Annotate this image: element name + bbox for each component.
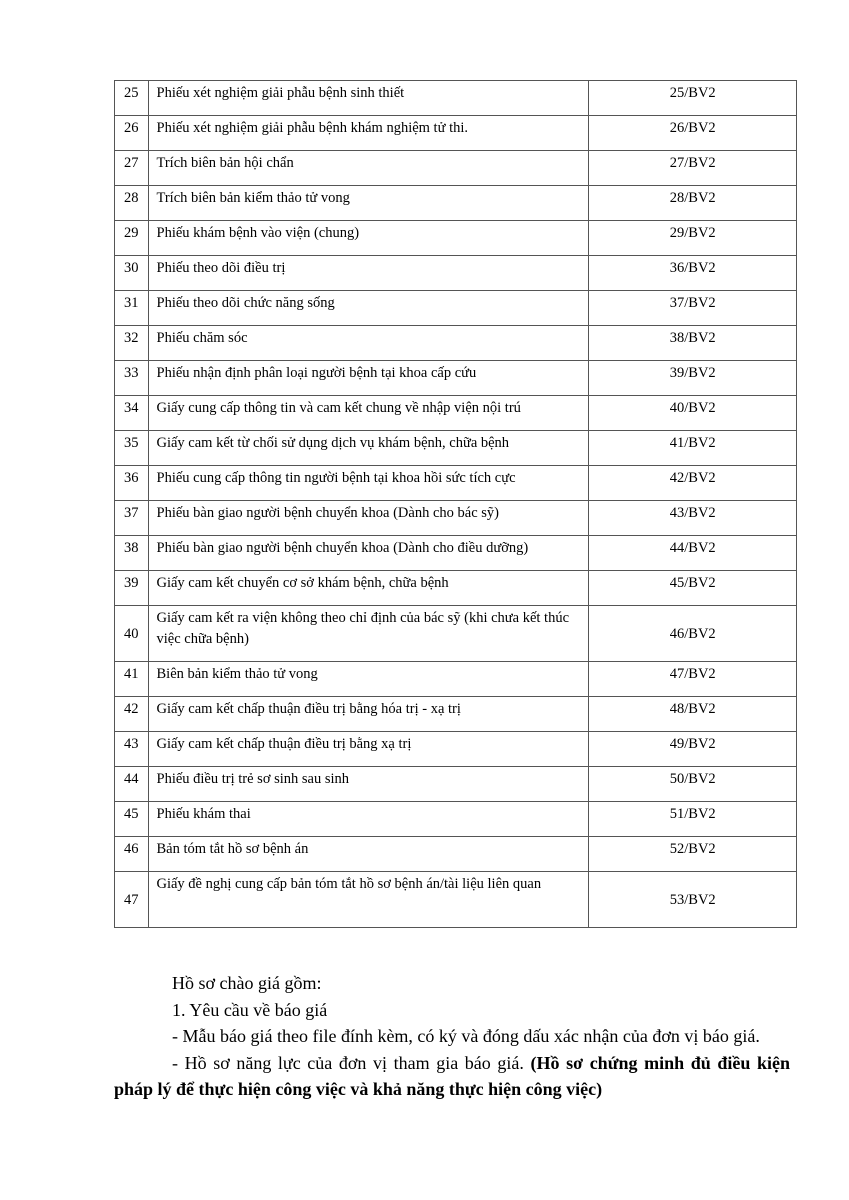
row-number: 46 xyxy=(115,837,149,872)
row-number: 28 xyxy=(115,186,149,221)
row-document-name: Phiếu khám bệnh vào viện (chung) xyxy=(148,221,589,256)
row-number: 41 xyxy=(115,662,149,697)
bullet-capability-bold-note: (Hồ sơ chứng minh đủ điều kiện pháp lý để thực hiện công việc và khả năng thực hiện công việc) xyxy=(114,1052,791,1099)
row-number: 33 xyxy=(115,361,149,396)
row-document-name: Bản tóm tắt hồ sơ bệnh án xyxy=(148,837,589,872)
table-row xyxy=(115,662,797,697)
row-document-name: Phiếu theo dõi điều trị xyxy=(148,256,589,291)
section-heading: Hồ sơ chào giá gồm: xyxy=(172,973,322,993)
row-document-name: Biên bản kiểm thảo tử vong xyxy=(148,662,589,697)
row-form-code: 51/BV2 xyxy=(589,802,797,837)
row-document-name: Phiếu cung cấp thông tin người bệnh tại khoa hồi sức tích cực xyxy=(148,466,589,501)
table-row xyxy=(115,396,797,431)
requirement-item-1: 1. Yêu cầu về báo giá xyxy=(172,999,328,1020)
row-number: 29 xyxy=(115,221,149,256)
row-form-code: 50/BV2 xyxy=(589,767,797,802)
row-number: 31 xyxy=(115,291,149,326)
row-number: 25 xyxy=(115,81,149,116)
row-number: 39 xyxy=(115,571,149,606)
table-row xyxy=(115,326,797,361)
table-body xyxy=(115,81,797,928)
row-document-name: Giấy cam kết chuyển cơ sở khám bệnh, chữa bệnh xyxy=(148,571,589,606)
bullet-capability-text: - Hồ sơ năng lực của đơn vị tham gia báo giá. xyxy=(172,1052,524,1073)
table-row xyxy=(115,291,797,326)
row-form-code: 41/BV2 xyxy=(589,431,797,466)
row-number: 34 xyxy=(115,396,149,431)
row-document-name: Trích biên bản kiểm thảo tử vong xyxy=(148,186,589,221)
table-row xyxy=(115,872,797,928)
row-form-code: 45/BV2 xyxy=(589,571,797,606)
row-form-code: 36/BV2 xyxy=(589,256,797,291)
row-number: 30 xyxy=(115,256,149,291)
row-document-name: Giấy cam kết chấp thuận điều trị bằng xạ trị xyxy=(148,732,589,767)
row-form-code: 52/BV2 xyxy=(589,837,797,872)
row-document-name: Trích biên bản hội chẩn xyxy=(148,151,589,186)
row-form-code: 49/BV2 xyxy=(589,732,797,767)
row-document-name: Phiếu điều trị trẻ sơ sinh sau sinh xyxy=(148,767,589,802)
row-number: 32 xyxy=(115,326,149,361)
table-row xyxy=(115,697,797,732)
table-row xyxy=(115,571,797,606)
row-number: 35 xyxy=(115,431,149,466)
row-document-name: Phiếu theo dõi chức năng sống xyxy=(148,291,589,326)
row-document-name: Phiếu bàn giao người bệnh chuyển khoa (Dành cho điều dưỡng) xyxy=(148,536,589,571)
row-document-name: Giấy đề nghị cung cấp bản tóm tắt hồ sơ bệnh án/tài liệu liên quan xyxy=(148,872,589,928)
table-row xyxy=(115,151,797,186)
row-form-code: 39/BV2 xyxy=(589,361,797,396)
row-form-code: 43/BV2 xyxy=(589,501,797,536)
row-number: 42 xyxy=(115,697,149,732)
row-document-name: Phiếu khám thai xyxy=(148,802,589,837)
row-number: 38 xyxy=(115,536,149,571)
table-row xyxy=(115,501,797,536)
row-document-name: Phiếu nhận định phân loại người bệnh tại khoa cấp cứu xyxy=(148,361,589,396)
document-list-table xyxy=(114,80,797,928)
row-document-name: Giấy cung cấp thông tin và cam kết chung về nhập viện nội trú xyxy=(148,396,589,431)
bullet-quote-template: - Mẫu báo giá theo file đính kèm, có ký và đóng dấu xác nhận của đơn vị báo giá. xyxy=(172,1026,760,1046)
row-form-code: 48/BV2 xyxy=(589,697,797,732)
table-row xyxy=(115,116,797,151)
table-row xyxy=(115,81,797,116)
row-document-name: Phiếu xét nghiệm giải phẫu bệnh sinh thiết xyxy=(148,81,589,116)
bullet-capability-profile xyxy=(114,1050,790,1103)
row-number: 27 xyxy=(115,151,149,186)
table-row xyxy=(115,186,797,221)
table-row xyxy=(115,536,797,571)
row-document-name: Giấy cam kết từ chối sử dụng dịch vụ khám bệnh, chữa bệnh xyxy=(148,431,589,466)
row-form-code: 42/BV2 xyxy=(589,466,797,501)
row-form-code: 26/BV2 xyxy=(589,116,797,151)
row-document-name: Giấy cam kết chấp thuận điều trị bằng hóa trị - xạ trị xyxy=(148,697,589,732)
row-document-name: Phiếu bàn giao người bệnh chuyển khoa (Dành cho bác sỹ) xyxy=(148,501,589,536)
row-number: 26 xyxy=(115,116,149,151)
row-document-name: Giấy cam kết ra viện không theo chỉ định của bác sỹ (khi chưa kết thúc việc chữa bệnh) xyxy=(148,606,589,662)
row-form-code: 47/BV2 xyxy=(589,662,797,697)
row-form-code: 38/BV2 xyxy=(589,326,797,361)
row-form-code: 28/BV2 xyxy=(589,186,797,221)
table-row xyxy=(115,837,797,872)
row-number: 45 xyxy=(115,802,149,837)
row-form-code: 37/BV2 xyxy=(589,291,797,326)
table-row xyxy=(115,732,797,767)
row-form-code: 44/BV2 xyxy=(589,536,797,571)
row-form-code: 29/BV2 xyxy=(589,221,797,256)
table-row xyxy=(115,767,797,802)
table-row xyxy=(115,256,797,291)
table-row xyxy=(115,606,797,662)
row-number: 47 xyxy=(115,872,149,928)
row-form-code: 53/BV2 xyxy=(589,872,797,928)
row-document-name: Phiếu chăm sóc xyxy=(148,326,589,361)
row-form-code: 40/BV2 xyxy=(589,396,797,431)
row-number: 40 xyxy=(115,606,149,662)
row-form-code: 25/BV2 xyxy=(589,81,797,116)
table-row xyxy=(115,221,797,256)
table-row xyxy=(115,466,797,501)
table-row xyxy=(115,802,797,837)
row-document-name: Phiếu xét nghiệm giải phẫu bệnh khám nghiệm tử thi. xyxy=(148,116,589,151)
body-text xyxy=(114,970,790,1103)
table-row xyxy=(115,431,797,466)
row-number: 36 xyxy=(115,466,149,501)
row-number: 44 xyxy=(115,767,149,802)
table-row xyxy=(115,361,797,396)
row-form-code: 27/BV2 xyxy=(589,151,797,186)
row-number: 37 xyxy=(115,501,149,536)
row-form-code: 46/BV2 xyxy=(589,606,797,662)
row-number: 43 xyxy=(115,732,149,767)
